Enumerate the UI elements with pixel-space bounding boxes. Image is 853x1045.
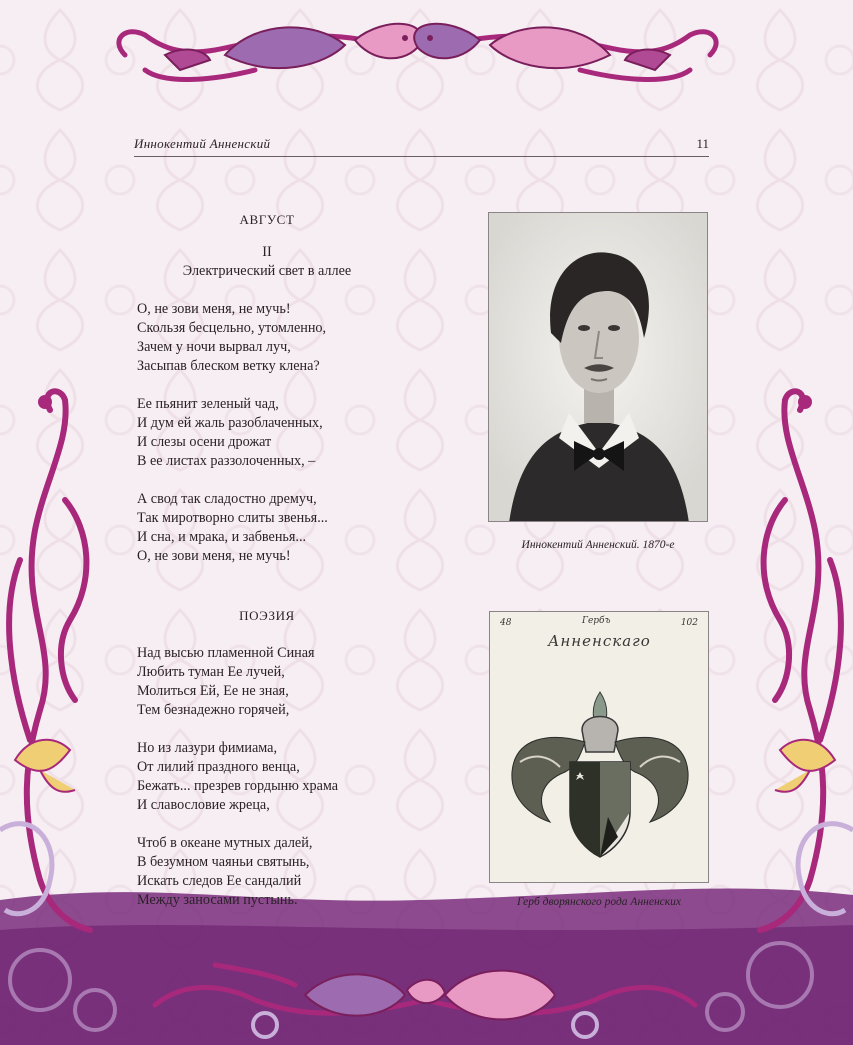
coat-corner-left: 48	[500, 618, 512, 628]
poem-august	[137, 210, 377, 566]
verse-line: В ее листах раззолоченных, –	[137, 453, 316, 469]
verse-line: А свод так сладостно дремуч,	[137, 491, 317, 507]
verse-line: И дум ей жаль разоблаченных,	[137, 415, 323, 431]
page-number: 11	[696, 136, 709, 151]
verse-line: Зачем у ночи вырвал луч,	[137, 339, 291, 355]
verse-line: От лилий праздного венца,	[137, 759, 300, 775]
verse-line: Засыпав блеском ветку клена?	[137, 358, 320, 374]
stanza	[137, 300, 377, 376]
running-title: Иннокентий Анненский	[134, 136, 271, 151]
coat-heading-small: Гербъ	[582, 616, 611, 626]
coat-of-arms-caption: Герб дворянского рода Анненских	[516, 896, 682, 908]
portrait-illustration	[489, 213, 708, 522]
verse-line: Но из лазури фимиама,	[137, 740, 278, 756]
verse-line: Искать следов Ее сандалий	[137, 873, 302, 889]
poem-title: АВГУСТ	[239, 212, 295, 227]
verse-line: О, не зови меня, не мучь!	[137, 301, 291, 317]
stanza	[137, 739, 377, 815]
stanza	[137, 644, 377, 720]
left-side-ornament	[0, 380, 110, 940]
verse-line: Между заносами пустынь.	[137, 892, 298, 908]
portrait-photo	[488, 212, 708, 522]
poem-part-number: II	[262, 244, 272, 260]
verse-line: О, не зови меня, не мучь!	[137, 548, 291, 564]
verse-line: Над высью пламенной Синая	[137, 645, 315, 661]
verse-line: Бежать... презрев гордыню храма	[137, 778, 339, 794]
right-side-ornament	[740, 380, 853, 940]
poem-title: ПОЭЗИЯ	[239, 608, 295, 623]
verse-line: И славословие жреца,	[137, 797, 270, 813]
verse-line: Тем безнадежно горячей,	[137, 702, 290, 718]
verse-line: Ее пьянит зеленый чад,	[137, 396, 279, 412]
coat-of-arms-illustration	[490, 612, 709, 883]
verse-line: Любить туман Ее лучей,	[137, 664, 285, 680]
stanza	[137, 395, 377, 471]
verse-line: И слезы осени дрожат	[137, 434, 272, 450]
top-ornament	[105, 10, 730, 100]
bottom-ornament	[145, 945, 705, 1045]
poem-poetry	[137, 606, 377, 910]
stanza	[137, 834, 377, 910]
verse-line: Чтоб в океане мутных далей,	[137, 835, 313, 851]
verse-line: Так миротворно слиты звенья...	[137, 510, 328, 526]
verse-line: И сна, и мрака, и забвенья...	[137, 529, 307, 545]
running-header	[134, 136, 709, 157]
verse-line: Скользя бесцельно, утомленно,	[137, 320, 327, 336]
coat-heading: Анненскаго	[548, 632, 651, 650]
stanza	[137, 490, 377, 566]
portrait-caption: Иннокентий Анненский. 1870-е	[521, 539, 675, 551]
verse-line: В безумном чаяньи святынь,	[137, 854, 310, 870]
coat-of-arms-image	[489, 611, 709, 883]
verse-line: Молиться Ей, Ее не зная,	[137, 683, 289, 699]
poem-subtitle: Электрический свет в аллее	[182, 263, 352, 279]
coat-corner-right: 102	[680, 618, 698, 628]
